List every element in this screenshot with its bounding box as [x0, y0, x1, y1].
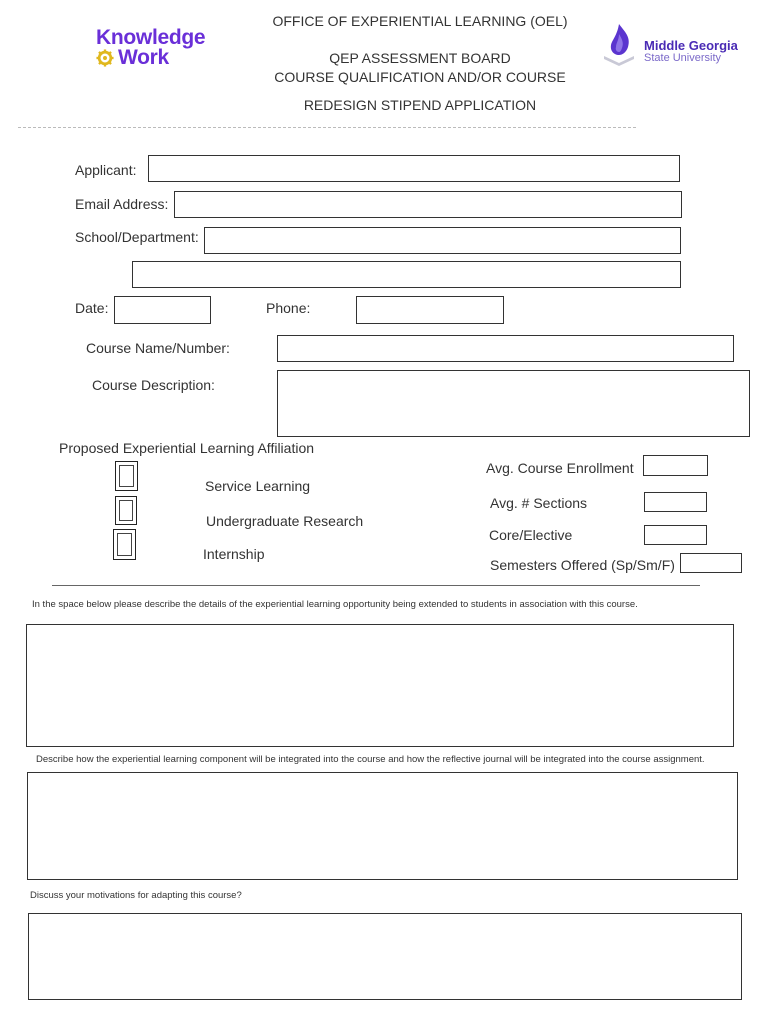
section-divider — [52, 585, 700, 586]
core-elective-field[interactable] — [644, 525, 707, 545]
core-elective-label: Core/Elective — [489, 527, 573, 543]
school-label: School/Department: — [75, 229, 199, 245]
header-office: OFFICE OF EXPERIENTIAL LEARNING (OEL) — [272, 13, 568, 29]
gear-icon — [96, 49, 114, 67]
course-name-field[interactable] — [277, 335, 734, 362]
semesters-label: Semesters Offered (Sp/Sm/F) — [490, 557, 675, 573]
details-field[interactable] — [26, 624, 734, 747]
course-name-label: Course Name/Number: — [86, 340, 230, 356]
internship-checkbox[interactable] — [113, 529, 136, 560]
motivation-prompt: Discuss your motivations for adapting this course? — [30, 890, 242, 901]
logo-text-line1: Knowledge — [96, 26, 206, 49]
header-qualification: COURSE QUALIFICATION AND/OR COURSE — [274, 69, 566, 85]
affiliation-title: Proposed Experiential Learning Affiliation — [59, 440, 315, 456]
date-field[interactable] — [114, 296, 211, 324]
semesters-field[interactable] — [680, 553, 742, 573]
flame-icon — [600, 22, 638, 66]
phone-label: Phone: — [266, 300, 311, 316]
email-field[interactable] — [174, 191, 682, 218]
course-description-label: Course Description: — [92, 377, 215, 393]
header-stipend: REDESIGN STIPEND APPLICATION — [303, 97, 537, 113]
sections-label: Avg. # Sections — [490, 495, 588, 511]
knowledge-work-logo — [96, 26, 226, 70]
details-prompt: In the space below please describe the details of the experiential learning opportunity being extended to students in association with this course. — [32, 599, 638, 610]
phone-field[interactable] — [356, 296, 504, 324]
university-logo — [600, 22, 750, 68]
integration-field[interactable] — [27, 772, 738, 880]
internship-label: Internship — [203, 546, 265, 562]
school-field-line2[interactable] — [132, 261, 681, 288]
university-name-line2: State University — [644, 52, 722, 64]
logo-text-line2: Work — [118, 46, 169, 69]
service-learning-label: Service Learning — [205, 478, 311, 494]
email-label: Email Address: — [75, 196, 169, 212]
integration-prompt: Describe how the experiential learning component will be integrated into the course and how the reflective journal will be integrated into the course assignment. — [36, 754, 705, 765]
school-field[interactable] — [204, 227, 681, 254]
date-label: Date: — [75, 300, 109, 316]
enrollment-field[interactable] — [643, 455, 708, 476]
university-name-line1: Middle Georgia — [644, 38, 738, 53]
undergraduate-research-checkbox[interactable] — [115, 496, 137, 525]
applicant-label: Applicant: — [75, 162, 137, 178]
service-learning-checkbox[interactable] — [115, 461, 138, 491]
sections-field[interactable] — [644, 492, 707, 512]
course-description-field[interactable] — [277, 370, 750, 437]
header-divider — [18, 127, 636, 128]
header-board: QEP ASSESSMENT BOARD — [329, 50, 511, 66]
applicant-field[interactable] — [148, 155, 680, 182]
undergraduate-research-label: Undergraduate Research — [206, 513, 364, 529]
motivation-field[interactable] — [28, 913, 742, 1000]
enrollment-label: Avg. Course Enrollment — [486, 460, 634, 476]
